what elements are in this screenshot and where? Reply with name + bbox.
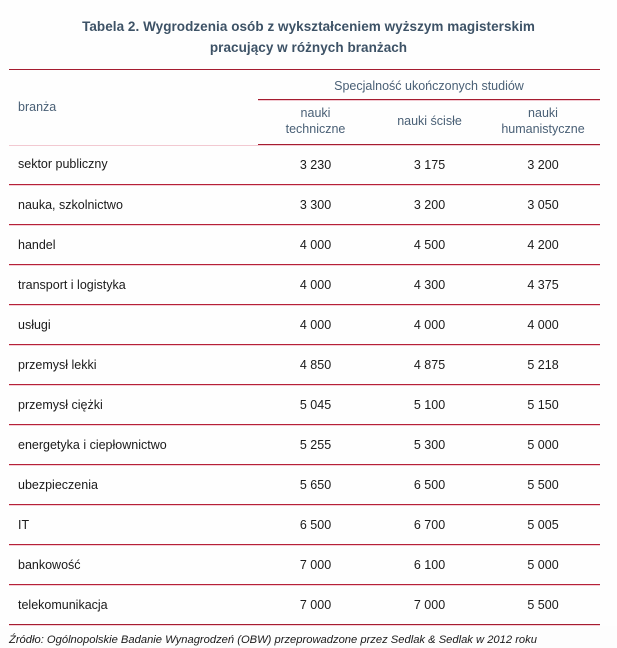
cell-nauki-scisle: 4 000: [373, 305, 486, 345]
column-header-nauki-scisle: [373, 100, 486, 145]
cell-branza: IT: [9, 505, 258, 545]
cell-nauki-humanistyczne: 3 050: [486, 185, 600, 225]
cell-nauki-techniczne: 6 500: [258, 505, 373, 545]
title-line-1: Tabela 2. Wygrodzenia osób z wykształceniem wyższym magisterskim: [82, 19, 535, 34]
cell-branza: bankowość: [9, 545, 258, 585]
page-title: [0, 0, 617, 58]
column-header-group-specjalnosc: Specjalność ukończonych studiów: [258, 70, 600, 100]
cell-nauki-humanistyczne: 5 150: [486, 385, 600, 425]
column-header-nauki-techniczne-line2: techniczne: [285, 122, 346, 136]
cell-nauki-techniczne: 7 000: [258, 585, 373, 625]
cell-nauki-humanistyczne: 4 375: [486, 265, 600, 305]
cell-nauki-scisle: 6 700: [373, 505, 486, 545]
cell-branza: usługi: [9, 305, 258, 345]
cell-nauki-humanistyczne: 5 218: [486, 345, 600, 385]
cell-nauki-scisle: 6 100: [373, 545, 486, 585]
cell-branza: handel: [9, 225, 258, 265]
column-header-nauki-humanistyczne-line2: humanistyczne: [501, 122, 585, 136]
cell-nauki-humanistyczne: 4 000: [486, 305, 600, 345]
table-row: [9, 585, 600, 625]
column-header-nauki-scisle-line1: nauki ścisłe: [397, 114, 462, 128]
title-line-2: pracujący w różnych branżach: [209, 40, 408, 55]
cell-nauki-techniczne: 5 045: [258, 385, 373, 425]
column-header-nauki-techniczne-line1: nauki: [300, 106, 331, 120]
table-row: [9, 185, 600, 225]
cell-nauki-techniczne: 5 255: [258, 425, 373, 465]
table-row: [9, 545, 600, 585]
table-row: [9, 425, 600, 465]
cell-branza: transport i logistyka: [9, 265, 258, 305]
cell-nauki-techniczne: 5 650: [258, 465, 373, 505]
cell-nauki-humanistyczne: 3 200: [486, 145, 600, 185]
cell-nauki-humanistyczne: 5 500: [486, 465, 600, 505]
cell-branza: energetyka i ciepłownictwo: [9, 425, 258, 465]
cell-branza: telekomunikacja: [9, 585, 258, 625]
cell-nauki-techniczne: 3 300: [258, 185, 373, 225]
table-row: [9, 345, 600, 385]
cell-nauki-humanistyczne: 5 005: [486, 505, 600, 545]
table-row: [9, 385, 600, 425]
cell-nauki-scisle: 5 100: [373, 385, 486, 425]
column-header-nauki-humanistyczne: [486, 100, 600, 145]
cell-nauki-techniczne: 3 230: [258, 145, 373, 185]
table-row: [9, 225, 600, 265]
cell-nauki-techniczne: 4 000: [258, 225, 373, 265]
salary-table: [9, 69, 600, 625]
table-head: [9, 70, 600, 145]
cell-nauki-scisle: 6 500: [373, 465, 486, 505]
cell-branza: nauka, szkolnictwo: [9, 185, 258, 225]
cell-branza: przemysł lekki: [9, 345, 258, 385]
header-group-row: [9, 70, 600, 100]
cell-nauki-techniczne: 4 000: [258, 265, 373, 305]
source-note: Źródło: Ogólnopolskie Badanie Wynagrodzeń (OBW) przeprowadzone przez Sedlak & Sedlak w 2012 roku: [9, 634, 537, 646]
cell-nauki-scisle: 3 200: [373, 185, 486, 225]
table-row: [9, 145, 600, 185]
cell-nauki-humanistyczne: 5 500: [486, 585, 600, 625]
cell-nauki-scisle: 5 300: [373, 425, 486, 465]
table-row: [9, 505, 600, 545]
cell-branza: przemysł ciężki: [9, 385, 258, 425]
cell-nauki-scisle: 4 500: [373, 225, 486, 265]
column-header-nauki-techniczne: [258, 100, 373, 145]
table-row: [9, 265, 600, 305]
table-row: [9, 465, 600, 505]
cell-nauki-techniczne: 4 000: [258, 305, 373, 345]
cell-nauki-scisle: 4 300: [373, 265, 486, 305]
cell-nauki-humanistyczne: 4 200: [486, 225, 600, 265]
cell-branza: sektor publiczny: [9, 145, 258, 185]
table-container: [0, 69, 617, 625]
cell-nauki-techniczne: 7 000: [258, 545, 373, 585]
cell-nauki-techniczne: 4 850: [258, 345, 373, 385]
cell-branza: ubezpieczenia: [9, 465, 258, 505]
table-body: [9, 145, 600, 625]
cell-nauki-humanistyczne: 5 000: [486, 545, 600, 585]
column-header-branza: branża: [9, 70, 258, 145]
cell-nauki-scisle: 7 000: [373, 585, 486, 625]
table-row: [9, 305, 600, 345]
column-header-nauki-humanistyczne-line1: nauki: [528, 106, 558, 120]
cell-nauki-scisle: 4 875: [373, 345, 486, 385]
cell-nauki-scisle: 3 175: [373, 145, 486, 185]
cell-nauki-humanistyczne: 5 000: [486, 425, 600, 465]
